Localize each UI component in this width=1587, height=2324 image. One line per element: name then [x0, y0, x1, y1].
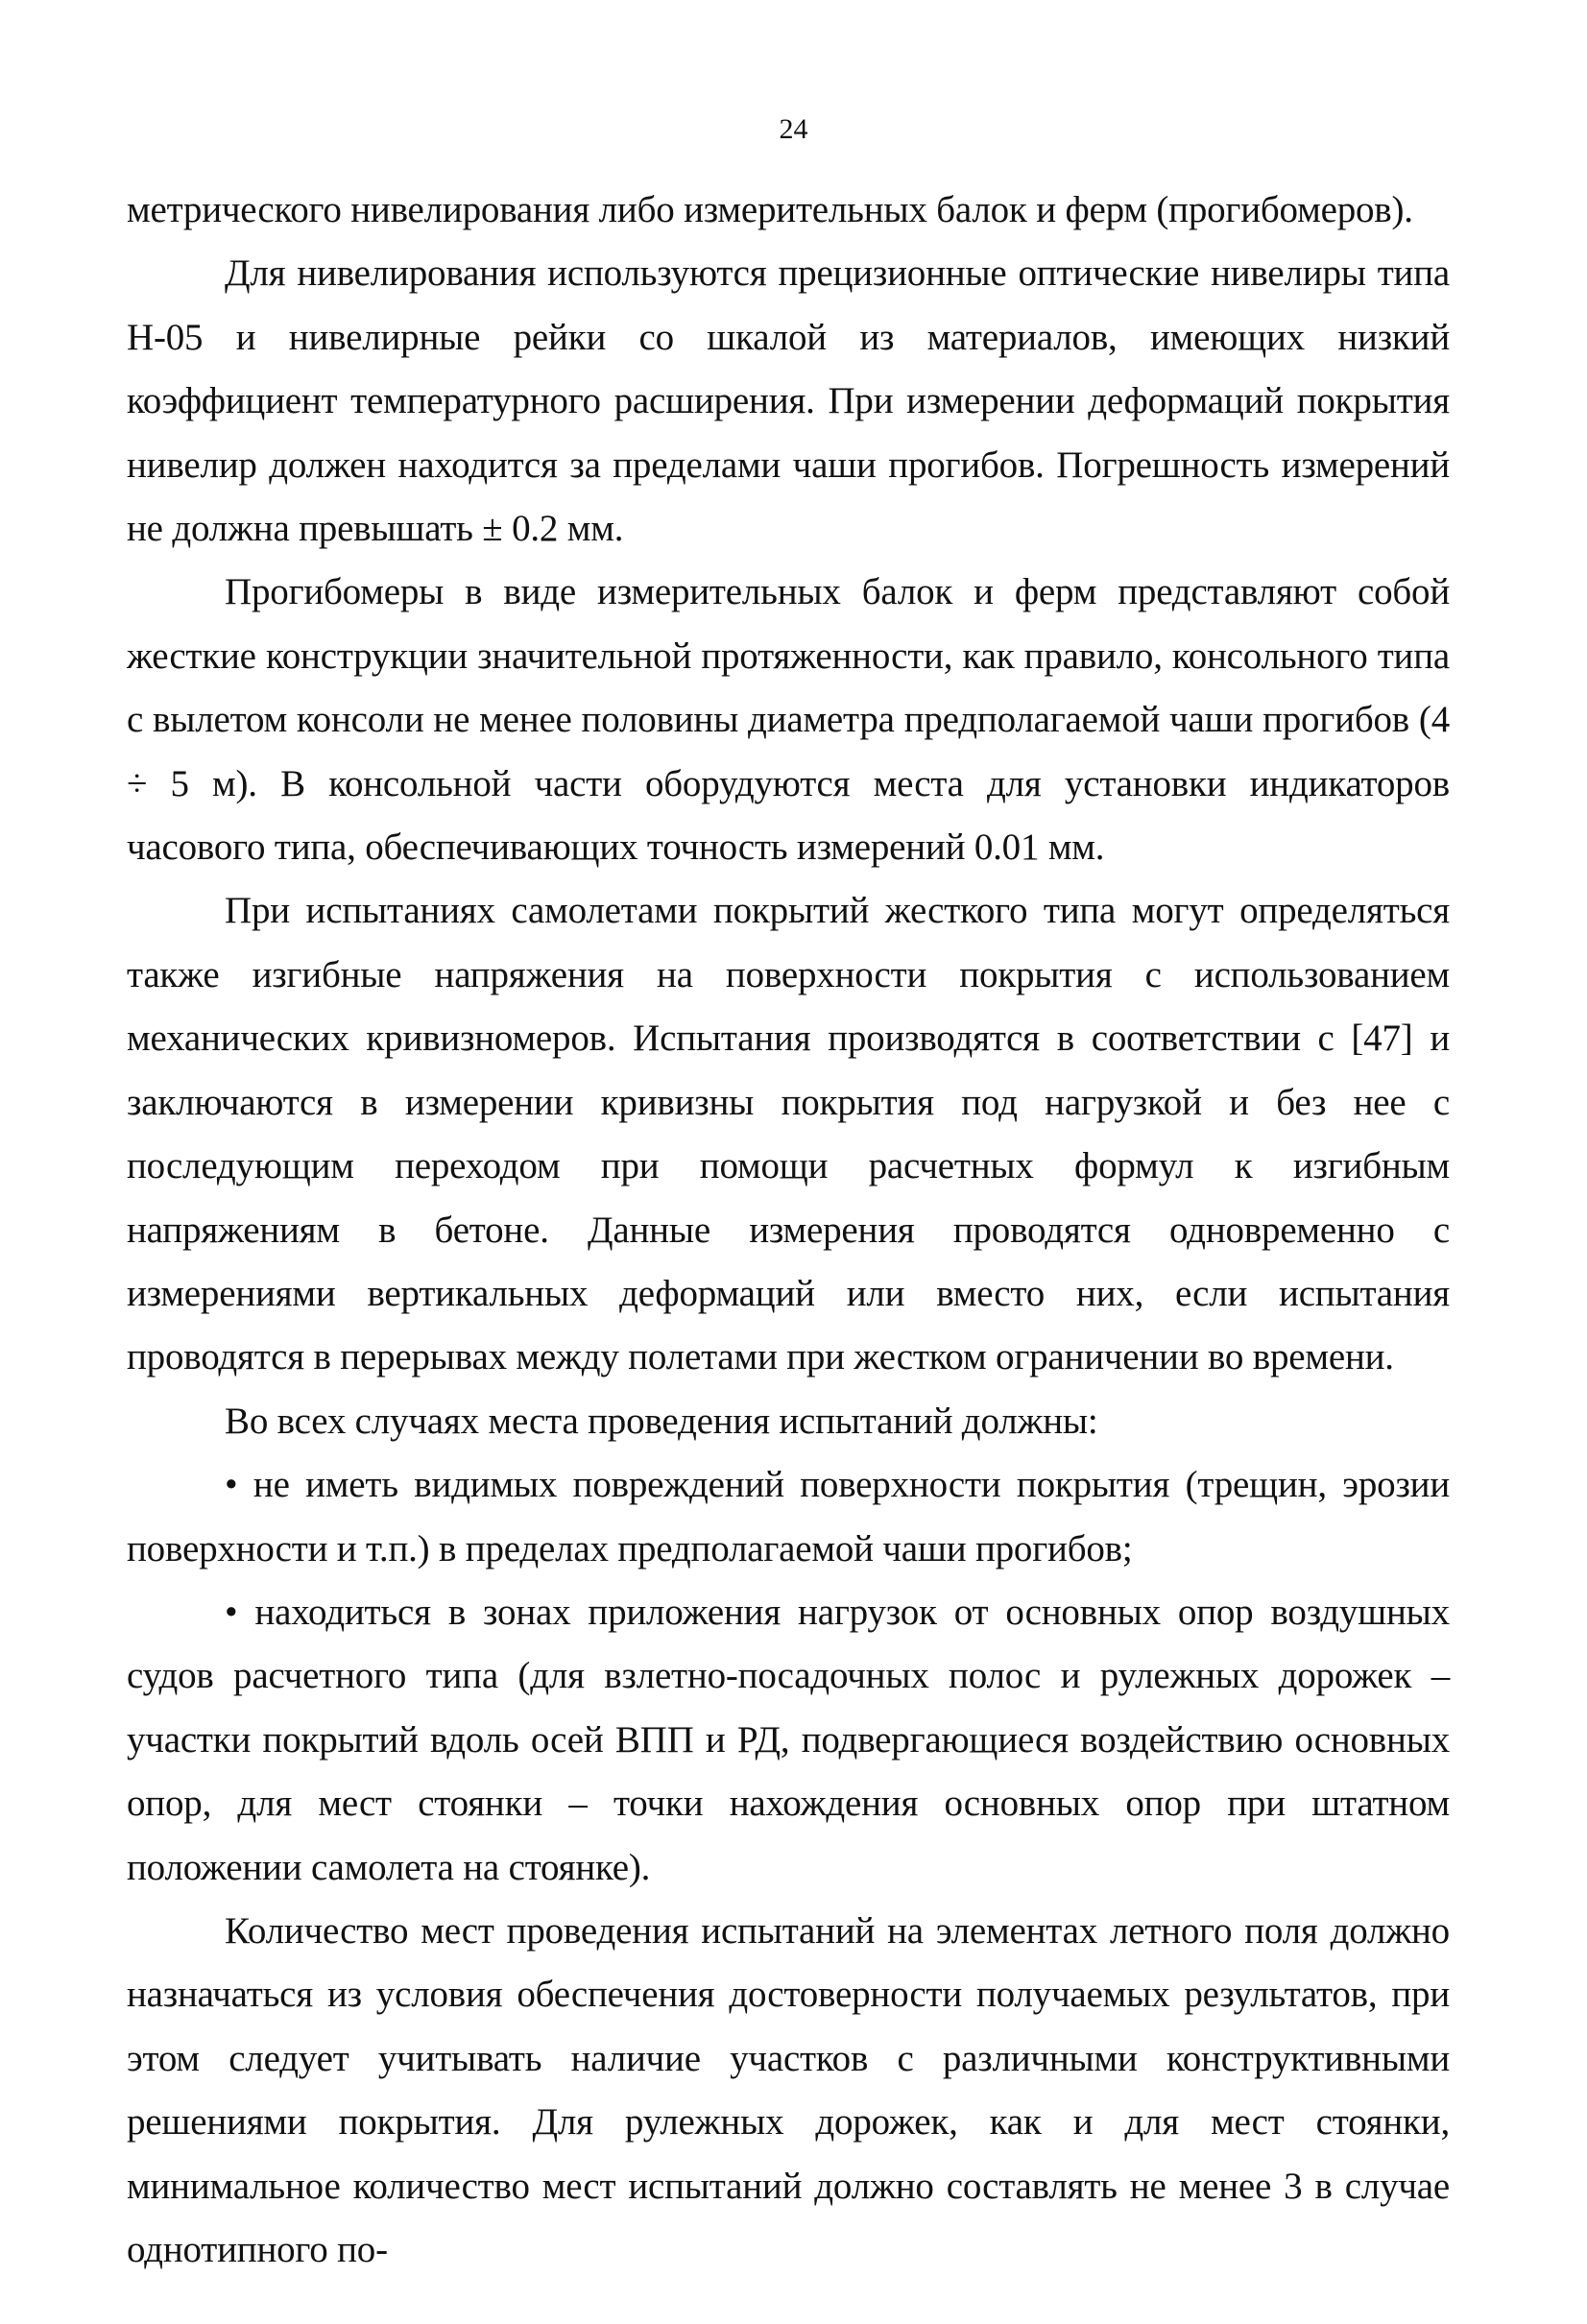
- page-number: 24: [779, 113, 808, 145]
- paragraph-deflectometers: Прогибомеры в виде измерительных балок и ферм представляют собой жесткие конструкции значительной протяженности, как правило, консольного типа с вылетом консоли не менее половины диаметра предполагаемой чаши прогибов (4 ÷ 5 м). В консольной части оборудуются места для установки индикаторов часового типа, обеспечивающих точность измерений 0.01 мм.: [127, 571, 1450, 869]
- paragraph-bending-stress: При испытаниях самолетами покрытий жесткого типа могут определяться также изгибные напряжения на поверхности покрытия с использованием механических кривизномеров. Испытания производятся в соответствии с [47] и заключаются в измерении кривизны покрытия под нагрузкой и без нее с последующим переходом при помощи расчетных формул к изгибным напряжениям в бетоне. Данные измерения проводятся одновременно с измерениями вертикальных деформаций или вместо них, если испытания проводятся в перерывах между полетами при жестком ограничении во времени.: [127, 890, 1450, 1378]
- paragraph-test-locations-intro: Во всех случаях места проведения испытаний должны:: [225, 1400, 1098, 1442]
- paragraph-leveling: Для нивелирования используются прецизионные оптические нивелиры типа Н-05 и нивелирные рейки со шкалой из материалов, имеющих низкий коэффициент температурного расширения. При измерении деформаций покрытия нивелир должен находится за пределами чаши прогибов. Погрешность измерений не должна превышать ± 0.2 мм.: [127, 252, 1450, 550]
- list-item-load-zones: • находиться в зонах приложения нагрузок от основных опор воздушных судов расчетного типа (для взлетно-посадочных полос и рулежных дорожек – участки покрытий вдоль осей ВПП и РД, подвергающиеся воздействию основных опор, для мест стоянки – точки нахождения основных опор при штатном положении самолета на стоянке).: [127, 1591, 1450, 1888]
- paragraph-continuation: метрического нивелирования либо измерительных балок и ферм (прогибомеров).: [127, 189, 1413, 230]
- list-item-no-damage: • не иметь видимых повреждений поверхности покрытия (трещин, эрозии поверхности и т.п.) в пределах предполагаемой чаши прогибов;: [127, 1464, 1450, 1569]
- document-body: [127, 179, 1450, 2282]
- paragraph-test-count: Количество мест проведения испытаний на элементах летного поля должно назначаться из условия обеспечения достоверности получаемых результатов, при этом следует учитывать наличие участков с различными конструктивными решениями покрытия. Для рулежных дорожек, как и для мест стоянки, минимальное количество мест испытаний должно составлять не менее 3 в случае однотипного по-: [127, 1909, 1450, 2270]
